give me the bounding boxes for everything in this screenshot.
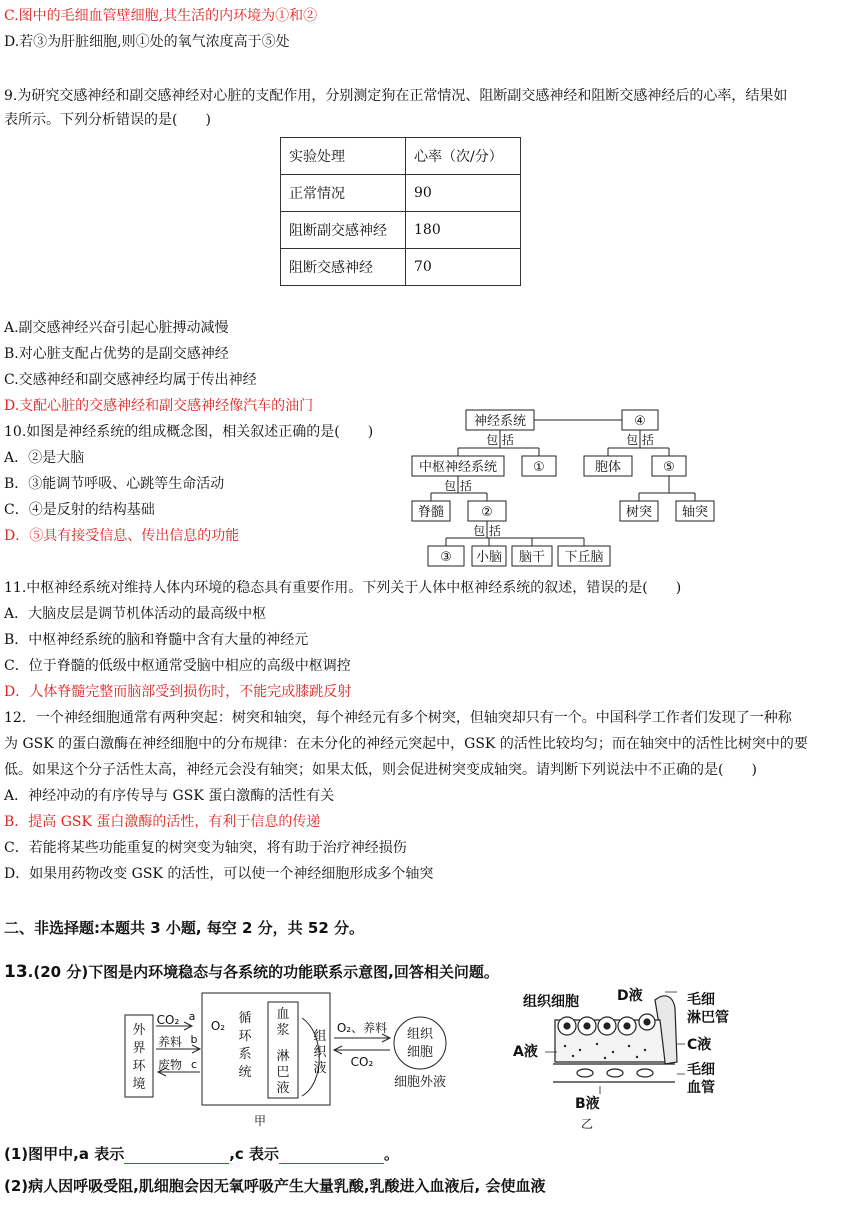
label-1: ① [533,460,545,475]
cell-1: 组织 [406,1027,434,1042]
answer-blank-c[interactable] [279,1147,384,1164]
table-cell: 90 [406,175,521,212]
nervous-system-concept-map [400,404,730,570]
blood-2: 浆 [276,1023,290,1038]
q11-option-c: C．位于脊髓的低级中枢通常受脑中相应的高级中枢调控 [4,658,351,674]
figure-yi-tissue [505,982,765,1132]
c-label: c [190,1058,198,1071]
label-dendrite: 树突 [625,505,653,520]
table-cell: 正常情况 [281,175,406,212]
label-axon: 轴突 [681,505,709,520]
q11-option-d: D．人体脊髓完整而脑部受到损伤时，不能完成膝跳反射 [4,684,352,700]
q12-stem-line2: 为 GSK 的蛋白激酶在神经细胞中的分布规律：在未分化的神经元突起中，GSK 的活性比较均匀；而在轴突中的活性比树突中的要 [4,736,808,752]
q11-option-a: A．大脑皮层是调节机体活动的最高级中枢 [4,606,267,622]
label-includes-3: 包 括 [444,479,472,493]
q13-part2: (2)病人因呼吸受阻,肌细胞会因无氧呼吸产生大量乳酸,乳酸进入血液后, 会使血液 [4,1177,546,1195]
circ-2: 环 [238,1029,252,1044]
table-row [281,249,521,286]
label-nervous-system: 神经系统 [473,414,527,429]
q12-stem-line1: 12．一个神经细胞通常有两种突起：树突和轴突，每个神经元有多个树突，但轴突却只有一个。中国科学工作者们发现了一种称 [4,710,792,726]
circ-1: 循 [238,1011,252,1026]
b-label: b [190,1033,198,1046]
q13-part1 [4,1144,399,1164]
q13-part1-end: 。 [384,1145,400,1163]
waste-label: 废物 [157,1058,183,1072]
table-cell: 阻断交感神经 [281,249,406,286]
table-header-cell: 心率（次/分） [406,138,521,175]
q13-stem [4,962,499,982]
q12-option-b: B．提高 GSK 蛋白激酶的活性，有利于信息的传递 [4,814,321,830]
q10-option-c: C．④是反射的结构基础 [4,502,155,518]
lymph-1: 淋 [276,1049,290,1064]
label-4: ④ [634,414,646,429]
caption-jia: 甲 [253,1114,267,1128]
label-spinal: 脊髓 [417,505,445,520]
q9-option-d: D.支配心脏的交感神经和副交感神经像汽车的油门 [4,398,314,414]
q9-option-b: B.对心脏支配占优势的是副交感神经 [4,346,229,362]
a-fluid-label: A液 [513,1044,538,1060]
table-cell: 阻断副交感神经 [281,212,406,249]
blood-cap-2: 血管 [687,1080,715,1096]
q11-option-b: B．中枢神经系统的脑和脊髓中含有大量的神经元 [4,632,309,648]
q9-data-table [280,137,521,286]
label-2: ② [481,505,493,520]
label-5: ⑤ [663,460,675,475]
outside-2: 界 [132,1041,146,1056]
q11-stem: 11.中枢神经系统对维持人体内环境的稳态具有重要作用。下列关于人体中枢神经系统的叙述，错误的是( ) [4,580,682,596]
arrow-o2-nutrients [334,1034,390,1042]
arrow-co2 [334,1046,390,1054]
table-cell: 180 [406,212,521,249]
question-number: 13 [4,962,28,982]
label-includes-1: 包 括 [486,433,514,447]
ecf-label: 细胞外液 [393,1075,447,1090]
q10-option-b: B．③能调节呼吸、心跳等生命活动 [4,476,225,492]
blood-capillary [553,1064,675,1082]
q10-stem: 10.如图是神经系统的组成概念图，相关叙述正确的是( ) [4,424,374,440]
table-header-cell: 实验处理 [281,138,406,175]
table-row [281,212,521,249]
co2-out-label: CO₂ [350,1055,374,1069]
label-includes-4: 包 括 [473,524,501,538]
tissue-cell-circle [394,1017,446,1069]
tissue-2: 织 [313,1045,327,1060]
blood-1: 血 [276,1007,290,1022]
q9-stem-line2: 表所示。下列分析错误的是( ) [4,112,211,128]
table-row [281,175,521,212]
nutrients-label: 养料 [157,1035,183,1049]
a-label: a [188,1010,196,1023]
o2-nutrients-label: O₂、养料 [336,1021,388,1035]
section-title: 二、非选择题:本题共 3 小题, 每空 2 分，共 52 分。 [4,919,365,937]
tissue-cell-label: 组织细胞 [523,994,579,1010]
tissue-1: 组 [313,1029,327,1044]
outside-4: 境 [132,1077,146,1092]
q10-option-d: D．⑤具有接受信息、传出信息的功能 [4,528,240,544]
lymph-cap-2: 淋巴管 [687,1010,729,1026]
table-header-row [281,138,521,175]
q13-part1-a: (1)图甲中,a 表示 [4,1145,125,1163]
outside-1: 外 [132,1023,146,1038]
label-cns: 中枢神经系统 [418,460,498,475]
q13-part1-c: ,c 表示 [229,1145,280,1163]
q9-option-a: A.副交感神经兴奋引起心脏搏动减慢 [4,320,229,336]
cell-2: 细胞 [406,1045,434,1060]
label-includes-2: 包 括 [626,433,654,447]
q13-stem-text: .(20 分)下图是内环境稳态与各系统的功能联系示意图,回答相关问题。 [27,963,499,981]
b-fluid-label: B液 [575,1096,600,1112]
co2-label: CO₂ [156,1013,180,1027]
q9-option-c: C.交感神经和副交感神经均属于传出神经 [4,372,257,388]
o2-label: O₂ [210,1019,226,1033]
blood-cap-1: 毛细 [687,1062,715,1078]
caption-yi: 乙 [581,1117,594,1131]
q12-stem-line3: 低。如果这个分子活性太高，神经元会没有轴突；如果太低，则会促进树突变成轴突。请判断下列说法中不正确的是( ) [4,762,757,778]
lymph-3: 液 [276,1081,290,1096]
label-brainstem: 脑干 [518,550,546,565]
figure-jia-homeostasis [120,988,460,1128]
table-cell: 70 [406,249,521,286]
label-hypothalamus: 下丘脑 [564,550,604,565]
circ-4: 统 [238,1065,252,1080]
lymph-cap-1: 毛细 [687,992,715,1008]
q12-option-d: D．如果用药物改变 GSK 的活性，可以使一个神经细胞形成多个轴突 [4,866,434,882]
label-soma: 胞体 [594,460,622,475]
tissue-3: 液 [313,1061,327,1076]
q8-option-d: D.若③为肝脏细胞,则①处的氧气浓度高于⑤处 [4,34,290,50]
circ-3: 系 [238,1047,252,1062]
q12-option-a: A．神经冲动的有序传导与 GSK 蛋白激酶的活性有关 [4,788,335,804]
q12-option-c: C．若能将某些功能重复的树突变为轴突，将有助于治疗神经损伤 [4,840,407,856]
label-cerebellum: 小脑 [475,550,503,565]
answer-blank-a[interactable] [124,1147,229,1164]
blood-cells [577,1069,653,1077]
q10-option-a: A．②是大脑 [4,450,85,466]
label-3: ③ [440,550,452,565]
q9-stem-line1: 9.为研究交感神经和副交感神经对心脏的支配作用，分别测定狗在正常情况、阻断副交感神经和阻断交感神经后的心率，结果如 [4,88,788,104]
outside-3: 环 [132,1059,146,1074]
d-fluid-label: D液 [617,988,643,1004]
lymph-2: 巴 [276,1065,290,1080]
q8-option-c: C.图中的毛细血管壁细胞,其生活的内环境为①和② [4,8,318,24]
c-fluid-label: C液 [687,1037,712,1053]
